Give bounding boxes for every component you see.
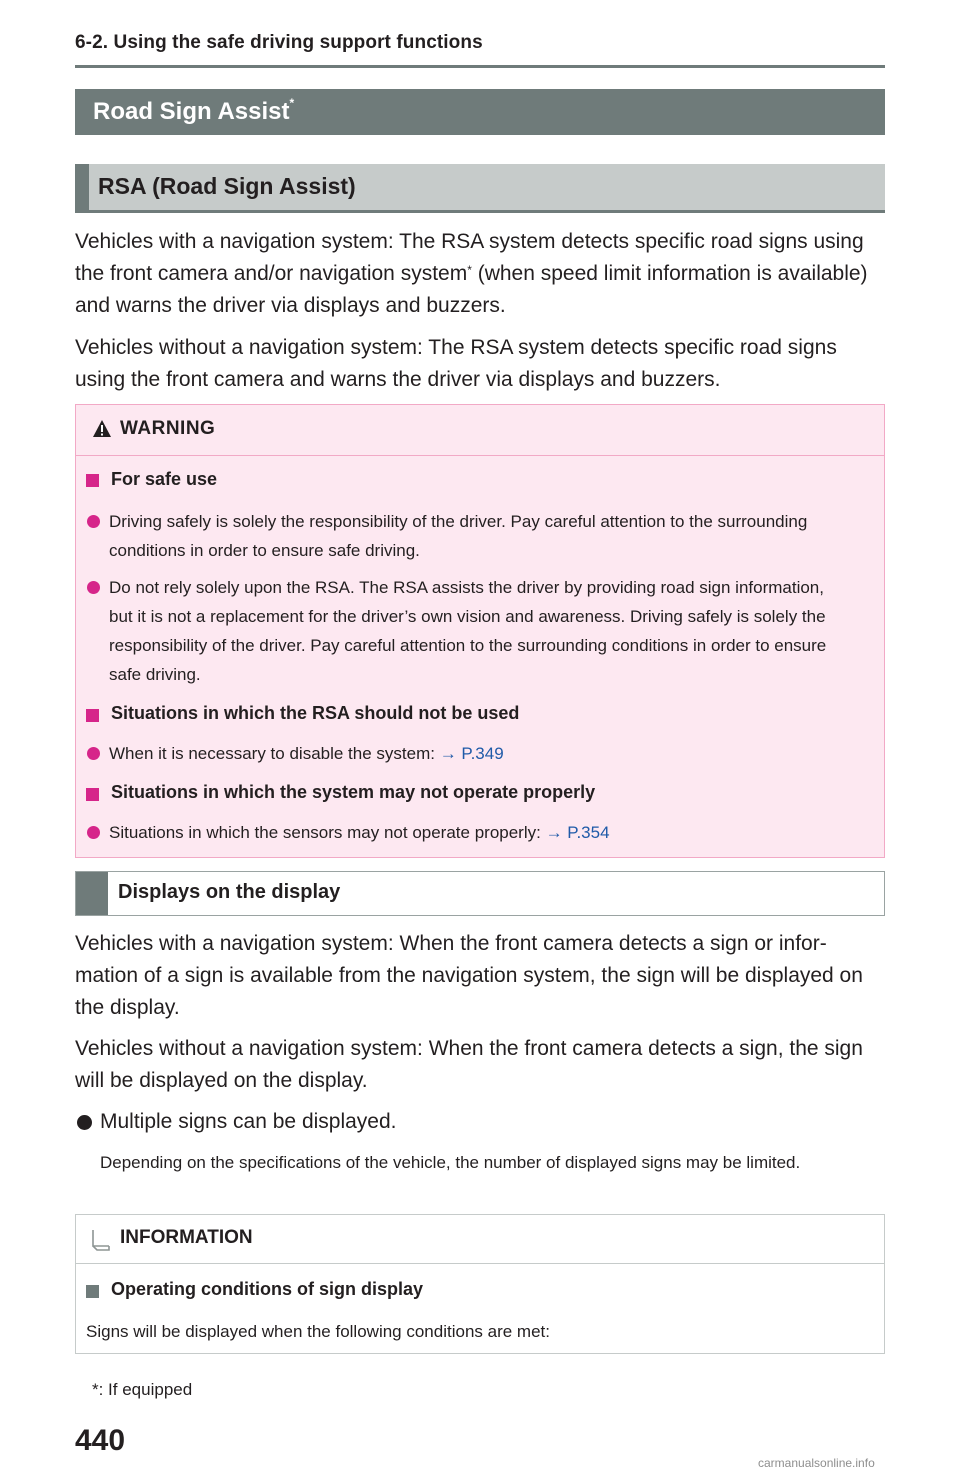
section-header: 6-2. Using the safe driving support functions	[75, 32, 483, 53]
information-text: Signs will be displayed when the following conditions are met:	[86, 1322, 550, 1341]
dot-bullet-icon	[87, 826, 100, 839]
warning-label: WARNING	[120, 418, 216, 439]
footnote: *: If equipped	[92, 1380, 193, 1399]
warning-header	[76, 405, 884, 456]
warning-box	[75, 404, 885, 858]
warning-triangle-icon	[92, 419, 112, 438]
page-title: Road Sign Assist*	[93, 96, 295, 125]
displays-paragraph-1: Vehicles with a navigation system: When the front camera detects a sign or infor-mation of a sign is available from the navigation system, the sign will be displayed on the display.	[75, 932, 863, 1019]
displays-section-bar	[75, 871, 885, 916]
displays-bullet: Multiple signs can be displayed.	[100, 1110, 397, 1133]
warning-bullet-4: Situations in which the sensors may not operate properly: → P.354	[109, 823, 610, 842]
dot-bullet-icon	[87, 581, 100, 594]
warning-heading-not-used: Situations in which the RSA should not be used	[111, 703, 520, 723]
subtitle-bar	[75, 164, 885, 210]
warning-bullet-1: Driving safely is solely the responsibility of the driver. Pay careful attention to the surrounding conditions in order to ensure safe driving.	[109, 512, 808, 560]
information-label: INFORMATION	[120, 1227, 253, 1248]
warning-heading-safe-use: For safe use	[111, 469, 218, 489]
square-bullet-icon	[86, 788, 99, 801]
displays-title: Displays on the display	[118, 881, 341, 903]
page-number: 440	[75, 1424, 126, 1457]
page-link-349[interactable]: → P.349	[439, 744, 504, 763]
intro-paragraph-1: Vehicles with a navigation system: The RSA system detects specific road signs using the front camera and/or navigation system* (when speed limit information is available) and warns the driver via displays and buzzers.	[75, 230, 868, 317]
displays-paragraph-2: Vehicles without a navigation system: When the front camera detects a sign, the sign will be displayed on the display.	[75, 1037, 863, 1092]
intro-paragraph-2: Vehicles without a navigation system: The RSA system detects specific road signs using the front camera and warns the driver via displays and buzzers.	[75, 336, 837, 391]
warning-bullet-3: When it is necessary to disable the system: → P.349	[109, 744, 504, 763]
title-asterisk: *	[289, 96, 295, 110]
square-bullet-icon	[86, 709, 99, 722]
information-header	[76, 1215, 884, 1264]
dot-bullet-icon	[77, 1115, 92, 1130]
information-box	[75, 1214, 885, 1354]
dot-bullet-icon	[87, 515, 100, 528]
information-icon	[90, 1228, 112, 1252]
title-bar	[75, 89, 885, 135]
information-heading: Operating conditions of sign display	[111, 1279, 424, 1299]
warning-bullet-2: Do not rely solely upon the RSA. The RSA assists the driver by providing road sign information, but it is not a replacement for the driver’s own vision and awareness. Driving safely is solely the responsibility of the driver. Pay careful attention to the surrounding conditions in order to ensure safe driving.	[109, 578, 827, 684]
warning-heading-not-properly: Situations in which the system may not operate properly	[111, 782, 596, 802]
page-link-354[interactable]: → P.354	[545, 823, 610, 842]
subtitle: RSA (Road Sign Assist)	[98, 173, 356, 199]
watermark: carmanualsonline.info	[758, 1456, 875, 1470]
dot-bullet-icon	[87, 747, 100, 760]
square-bullet-icon	[86, 474, 99, 487]
displays-note: Depending on the specifications of the vehicle, the number of displayed signs may be limited.	[100, 1153, 801, 1172]
header-rule	[75, 65, 885, 68]
square-bullet-icon	[86, 1285, 99, 1298]
